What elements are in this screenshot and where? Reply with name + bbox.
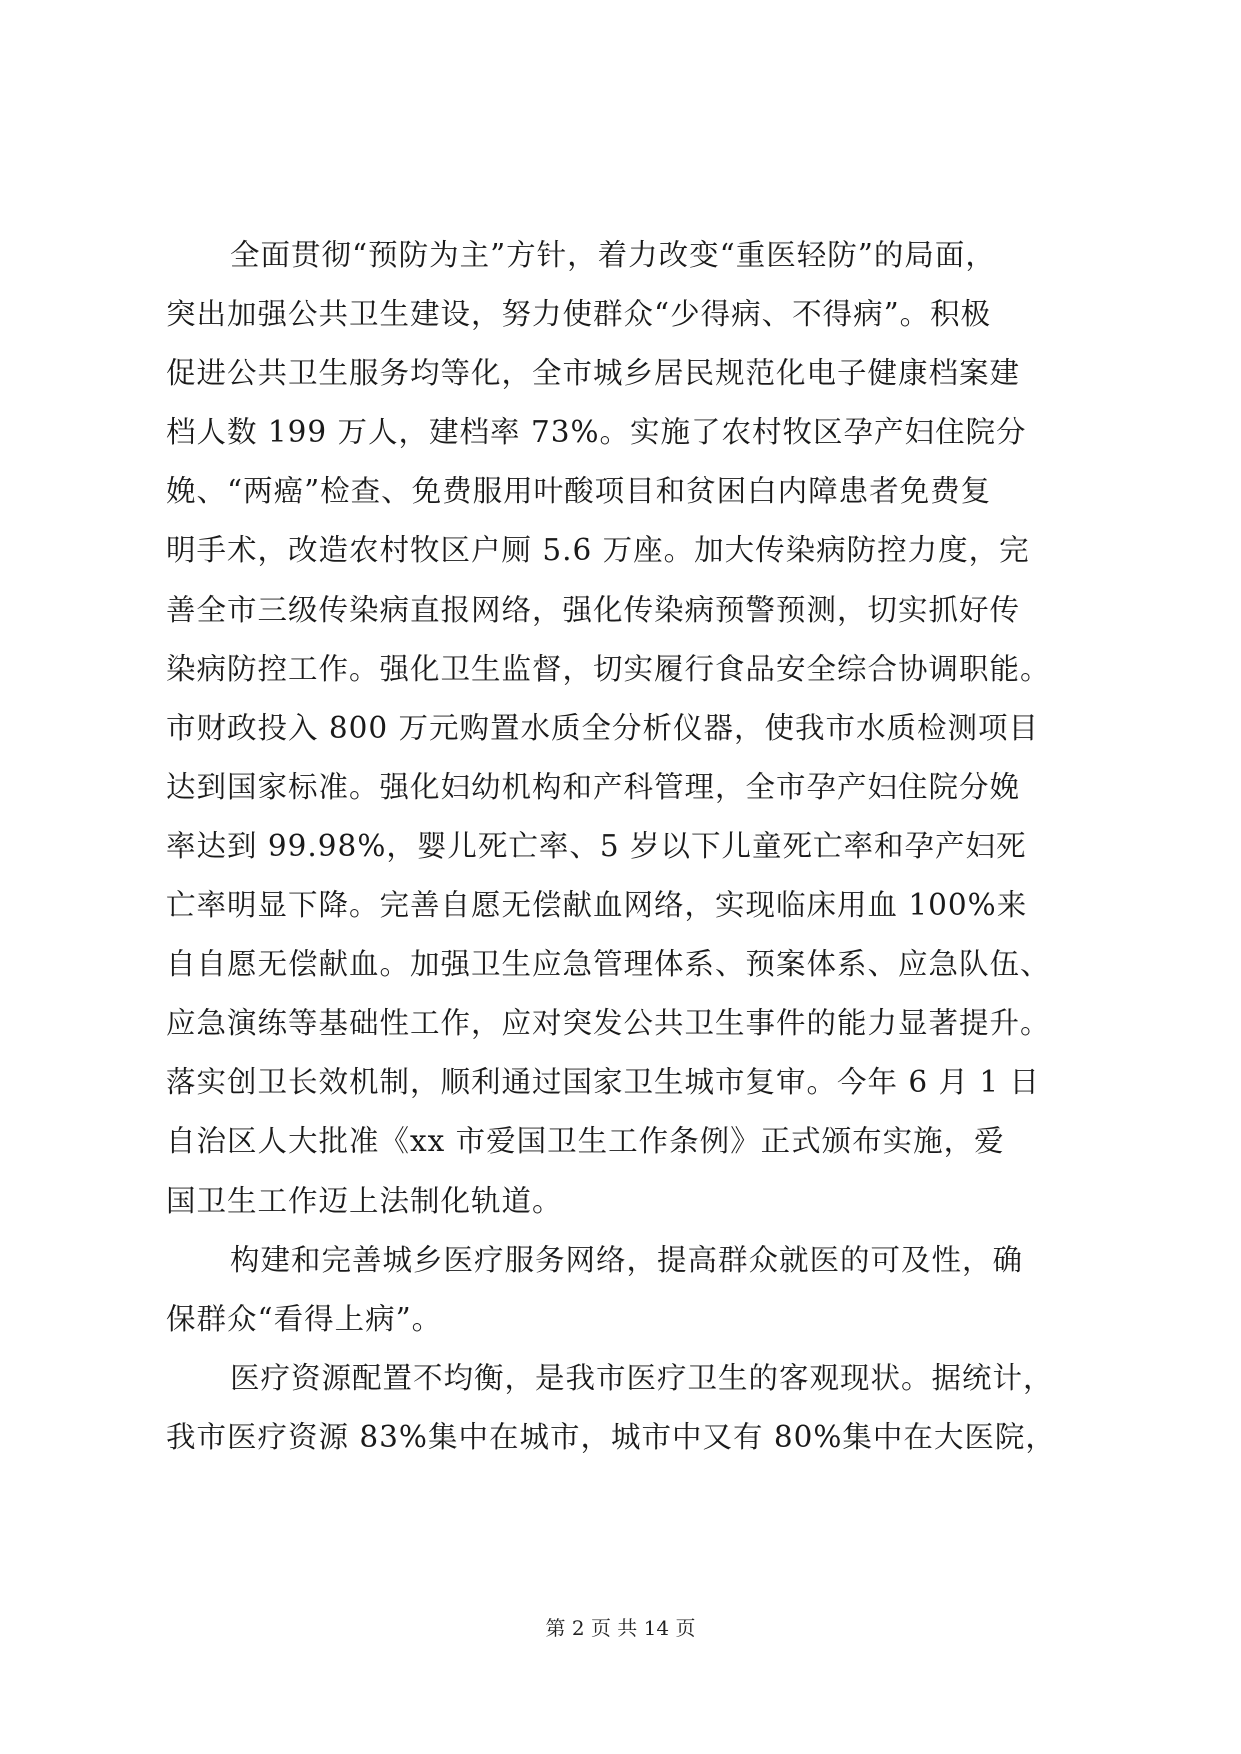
paragraph-1-line-9: 市财政投入 800 万元购置水质全分析仪器，使我市水质检测项目 — [166, 710, 1040, 745]
paragraph-1-line-3: 促进公共卫生服务均等化，全市城乡居民规范化电子健康档案建 — [166, 356, 1021, 391]
paragraph-2-line-2: 保群众“看得上病”。 — [166, 1301, 443, 1336]
paragraph-1-line-8: 染病防控工作。强化卫生监督，切实履行食品安全综合协调职能。 — [166, 651, 1051, 686]
paragraph-1-line-2: 突出加强公共卫生建设，努力使群众“少得病、不得病”。积极 — [166, 297, 992, 332]
paragraph-3-line-1: 医疗资源配置不均衡，是我市医疗卫生的客观现状。据统计， — [230, 1360, 1054, 1395]
paragraph-1-line-16: 自治区人大批准《xx 市爱国卫生工作条例》正式颁布实施，爱 — [166, 1124, 1005, 1159]
paragraph-1-line-1: 全面贯彻“预防为主”方针，着力改变“重医轻防”的局面， — [230, 238, 996, 272]
paragraph-1-line-15: 落实创卫长效机制，顺利通过国家卫生城市复审。今年 6 月 1 日 — [166, 1065, 1041, 1100]
paragraph-1-line-12: 亡率明显下降。完善自愿无偿献血网络，实现临床用血 100%来 — [166, 888, 1028, 923]
paragraph-1-line-7: 善全市三级传染病直报网络，强化传染病预警预测，切实抓好传 — [166, 592, 1021, 627]
paragraph-1-line-13: 自自愿无偿献血。加强卫生应急管理体系、预案体系、应急队伍、 — [166, 947, 1051, 982]
paragraph-1-line-14: 应急演练等基础性工作，应对突发公共卫生事件的能力显著提升。 — [166, 1006, 1051, 1041]
paragraph-1-line-17: 国卫生工作迈上法制化轨道。 — [166, 1183, 563, 1218]
paragraph-1-line-4: 档人数 199 万人，建档率 73%。实施了农村牧区孕产妇住院分 — [166, 415, 1027, 450]
paragraph-2-line-1: 构建和完善城乡医疗服务网络，提高群众就医的可及性，确 — [230, 1242, 1024, 1277]
paragraph-1-line-5: 娩、“两癌”检查、免费服用叶酸项目和贫困白内障患者免费复 — [166, 474, 992, 509]
page-footer: 第 2 页 共 14 页 — [545, 1616, 696, 1640]
document-body — [166, 226, 1076, 1467]
paragraph-1-line-10: 达到国家标准。强化妇幼机构和产科管理，全市孕产妇住院分娩 — [166, 769, 1021, 804]
paragraph-3-line-2: 我市医疗资源 83%集中在城市，城市中又有 80%集中在大医院， — [166, 1419, 1056, 1454]
paragraph-1-line-6: 明手术，改造农村牧区户厕 5.6 万座。加大传染病防控力度，完 — [166, 533, 1030, 568]
paragraph-1-line-11: 率达到 99.98%，婴儿死亡率、5 岁以下儿童死亡率和孕产妇死 — [166, 828, 1027, 863]
